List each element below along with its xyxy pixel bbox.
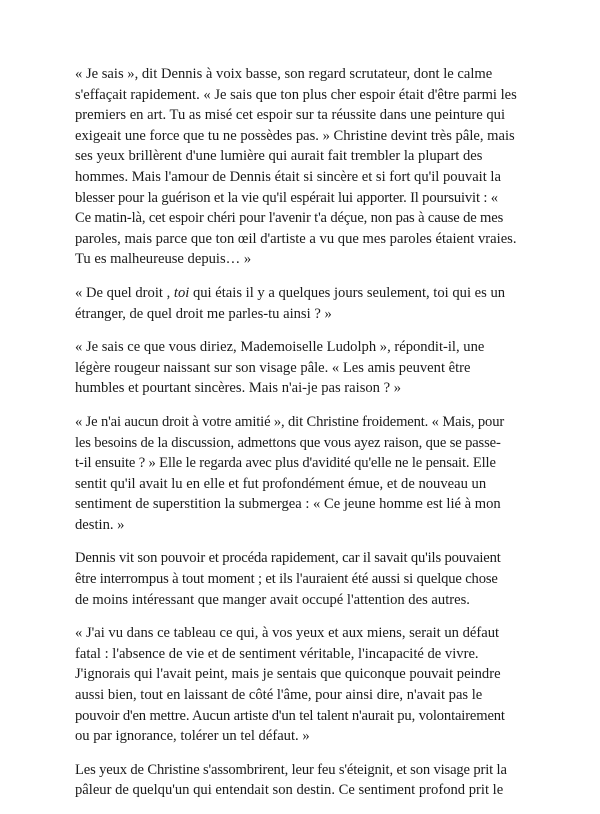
text-line: humbles et pourtant sincères. Mais n'ai-je pas raison ? » [75, 380, 402, 397]
text-line: ou par ignorance, tolérer un tel défaut. » [75, 728, 310, 745]
text-line: de moins intéressant que manger avait occupé l'attention des autres. [75, 591, 470, 608]
text-line: « Je sais », dit Dennis à voix basse, son regard scrutateur, dont le calme [75, 66, 493, 82]
text-line: aussi bien, tout en laissant de côté l'âme, pour ainsi dire, n'avait pas le [75, 687, 483, 704]
text-line: s'effaçait rapidement. « Je sais que ton plus cher espoir était d'être parmi les [75, 86, 517, 103]
text-line: Ce matin-là, cet espoir chéri pour l'avenir t'a déçue, non pas à cause de mes [75, 210, 504, 227]
text-line: exigeait une force que tu ne possèdes pas. » Christine devint très pâle, mais [75, 127, 515, 144]
text-segment: qui étais il y a quelques jours seulement, toi qui es un [189, 284, 506, 301]
text-line: « J'ai vu dans ce tableau ce qui, à vos yeux et aux miens, serait un défaut [75, 625, 500, 642]
text-line: les besoins de la discussion, admettons que vous ayez raison, que se passe- [75, 434, 501, 451]
text-line: fatal : l'absence de vie et de sentiment véritable, l'incapacité de vivre. [75, 645, 479, 662]
paragraph-5 [75, 548, 543, 610]
text-segment: « De quel droit , [75, 284, 174, 301]
text-line: étranger, de quel droit me parles-tu ainsi ? » [75, 305, 332, 322]
emphasized-word: toi [173, 284, 190, 301]
text-line: destin. » [75, 516, 125, 533]
paragraph-4 [75, 412, 543, 536]
paragraph-6 [75, 623, 543, 747]
text-line: « Je sais ce que vous diriez, Mademoiselle Ludolph », répondit-il, une [75, 339, 485, 356]
text-line: « Je n'ai aucun droit à votre amitié », dit Christine froidement. « Mais, pour [75, 413, 505, 430]
paragraph-7 [75, 760, 543, 801]
text-line: hommes. Mais l'amour de Dennis était si sincère et si fort qu'il pouvait la [75, 168, 501, 185]
text-line: Dennis vit son pouvoir et procéda rapidement, car il savait qu'ils pouvaient [75, 550, 501, 567]
paragraph-3 [75, 337, 543, 399]
paragraph-2 [75, 283, 543, 324]
body-text [75, 64, 543, 814]
text-line: Les yeux de Christine s'assombrirent, leur feu s'éteignit, et son visage prit la [75, 761, 507, 778]
text-line: Tu es malheureuse depuis… » [75, 251, 252, 268]
text-line: pâleur de quelqu'un qui entendait son destin. Ce sentiment profond prit le [75, 782, 504, 799]
paragraph-1 [75, 64, 543, 270]
text-line: pouvoir d'en mettre. Aucun artiste d'un tel talent n'aurait pu, volontairement [75, 707, 505, 724]
text-line: premiers en art. Tu as misé cet espoir sur ta réussite dans une peinture qui [75, 107, 506, 124]
text-line: légère rougeur naissant sur son visage pâle. « Les amis peuvent être [75, 359, 471, 376]
text-line: paroles, mais parce que ton œil d'artiste a vu que mes paroles étaient vraies. [75, 230, 517, 247]
text-line: sentiment de superstition la submergea : « Ce jeune homme est lié à mon [75, 496, 501, 513]
text-line [75, 283, 543, 304]
text-line: sentit qu'il avait lu en elle et fut profondément émue, et de nouveau un [75, 475, 487, 492]
text-line: J'ignorais qui l'avait peint, mais je sentais que quiconque pouvait peindre [75, 666, 501, 683]
text-line: ses yeux brillèrent d'une lumière qui aurait fait trembler la plupart des [75, 148, 483, 165]
text-line: être interrompus à tout moment ; et ils l'auraient été aussi si quelque chose [75, 571, 498, 588]
text-line: blesser pour la guérison et la vie qu'il espérait lui apporter. Il poursuivit : « [75, 189, 498, 206]
text-line: t-il ensuite ? » Elle le regarda avec plus d'avidité qu'elle ne le pensait. Elle [75, 455, 496, 472]
